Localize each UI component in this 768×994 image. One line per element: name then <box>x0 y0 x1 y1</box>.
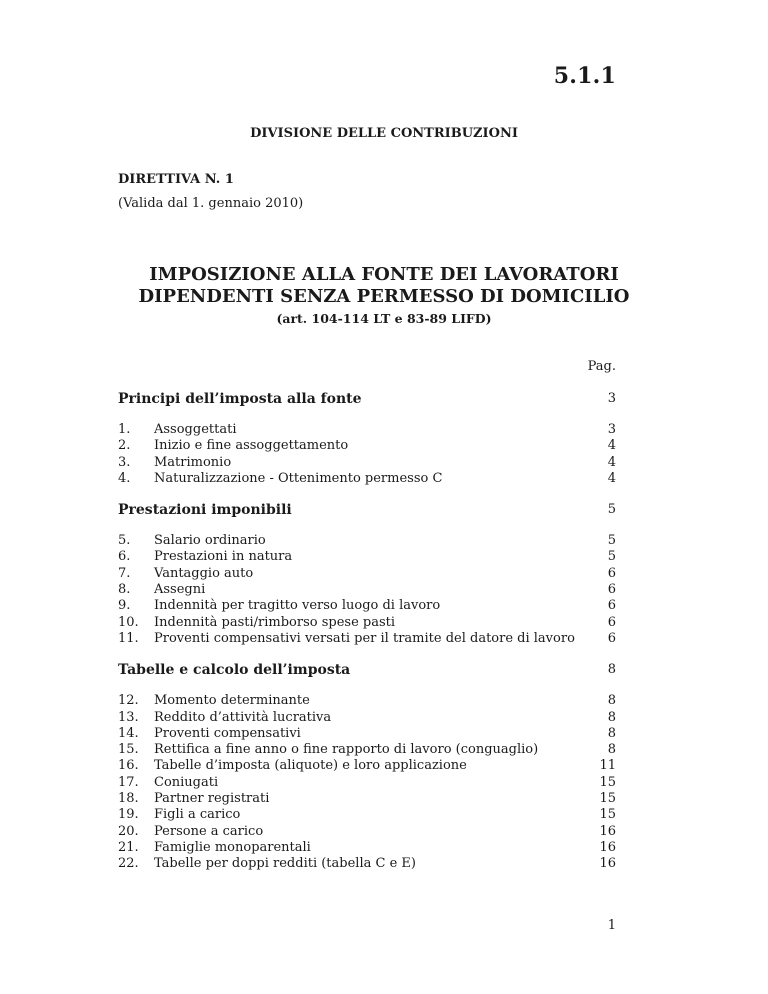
toc-item-page: 4 <box>607 454 616 470</box>
toc-item <box>118 840 616 856</box>
toc-item-label: Persone a carico <box>154 823 264 839</box>
toc-page-header: Pag. <box>587 359 616 374</box>
toc-item-page: 6 <box>607 630 616 646</box>
toc-item <box>118 549 616 565</box>
toc-item-page: 8 <box>607 709 616 725</box>
toc-item-label: Famiglie monoparentali <box>154 839 311 855</box>
toc-item-label: Partner registrati <box>154 791 270 807</box>
toc-section-row <box>118 501 616 519</box>
toc-item-label: Matrimonio <box>154 454 232 470</box>
toc-item-label: Reddito d’attività lucrativa <box>154 709 332 725</box>
toc-section-page: 3 <box>607 391 616 406</box>
toc-item-number: 22. <box>118 856 139 872</box>
toc-item-number: 1. <box>118 422 131 437</box>
toc-item-number: 13. <box>118 709 139 725</box>
toc-item-page: 8 <box>607 693 616 709</box>
toc-item <box>118 533 616 549</box>
page-number: 1 <box>607 918 616 933</box>
toc-item-number: 20. <box>118 823 139 839</box>
toc-section-title: Tabelle e calcolo dell’imposta <box>118 662 351 679</box>
directive-title: DIRETTIVA N. 1 <box>118 172 234 187</box>
toc-item-page: 5 <box>607 549 616 565</box>
toc-item <box>118 807 616 823</box>
toc-item-page: 15 <box>599 774 616 790</box>
toc-group-gap <box>118 647 616 661</box>
toc-item-number: 12. <box>118 693 139 709</box>
toc-item-page: 6 <box>607 598 616 614</box>
toc-group-gap <box>118 487 616 501</box>
toc-item-label: Proventi compensativi <box>154 725 301 741</box>
toc-item-number: 15. <box>118 742 139 758</box>
toc-section-page: 8 <box>607 662 616 678</box>
toc-item-page: 11 <box>599 758 616 774</box>
toc-item-number: 6. <box>118 549 131 565</box>
toc-item-label: Coniugati <box>154 774 219 790</box>
toc-item-label: Tabelle per doppi redditi (tabella C e E) <box>154 856 416 872</box>
toc-item-number: 14. <box>118 725 139 741</box>
toc-item <box>118 726 616 742</box>
toc-item <box>118 758 616 774</box>
toc-item-label: Tabelle d’imposta (aliquote) e loro applicazione <box>154 758 467 774</box>
toc-section-title: Principi dell’imposta alla fonte <box>118 391 362 407</box>
toc-item <box>118 455 616 471</box>
toc-item-number: 2. <box>118 438 131 454</box>
toc-item-number: 16. <box>118 758 139 774</box>
toc-item-number: 21. <box>118 839 139 855</box>
toc-item <box>118 710 616 726</box>
toc-item <box>118 631 616 647</box>
document-code: 5.1.1 <box>553 63 616 89</box>
toc-item-page: 16 <box>599 856 616 872</box>
toc-item-number: 9. <box>118 598 131 614</box>
toc-item-number: 18. <box>118 791 139 807</box>
main-title-line-1: IMPOSIZIONE ALLA FONTE DEI LAVORATORI <box>149 264 619 285</box>
toc-item-number: 17. <box>118 774 139 790</box>
toc-item-page: 8 <box>607 742 616 758</box>
toc-item-page: 15 <box>599 807 616 823</box>
toc-item-number: 7. <box>118 565 131 581</box>
toc-item-page: 8 <box>607 725 616 741</box>
toc-item-label: Salario ordinario <box>154 533 266 549</box>
toc-item-label: Momento determinante <box>154 693 310 709</box>
toc-item <box>118 742 616 758</box>
toc-item-label: Rettifica a fine anno o fine rapporto di lavoro (conguaglio) <box>154 742 539 758</box>
toc-item-page: 16 <box>599 839 616 855</box>
toc-section-title: Prestazioni imponibili <box>118 502 292 519</box>
toc-item-number: 10. <box>118 614 139 630</box>
toc-item <box>118 471 616 487</box>
toc-item-label: Naturalizzazione - Ottenimento permesso C <box>154 470 443 486</box>
toc-item-label: Assegni <box>154 582 206 598</box>
toc-item-number: 11. <box>118 630 139 646</box>
toc-item <box>118 598 616 614</box>
toc-section-row <box>118 390 616 408</box>
toc-item <box>118 615 616 631</box>
toc-item <box>118 566 616 582</box>
toc-sections <box>118 390 616 873</box>
toc-item-page: 15 <box>599 791 616 807</box>
toc-section-row <box>118 661 616 679</box>
toc-item <box>118 856 616 872</box>
toc-item-number: 5. <box>118 533 131 549</box>
toc-item-label: Indennità per tragitto verso luogo di lavoro <box>154 598 441 614</box>
toc-item-page: 4 <box>607 438 616 454</box>
toc-item-number: 3. <box>118 454 131 470</box>
toc-item-number: 4. <box>118 470 131 486</box>
toc-item <box>118 422 616 438</box>
toc-item-label: Indennità pasti/rimborso spese pasti <box>154 614 396 630</box>
toc-item-number: 19. <box>118 807 139 823</box>
division-heading: DIVISIONE DELLE CONTRIBUZIONI <box>250 126 518 141</box>
toc-item-page: 6 <box>607 614 616 630</box>
toc-item-number: 8. <box>118 582 131 598</box>
directive-validity: (Valida dal 1. gennaio 2010) <box>118 196 304 211</box>
toc-item-label: Figli a carico <box>154 807 241 823</box>
main-title <box>0 264 768 308</box>
toc-section-page: 5 <box>607 502 616 518</box>
toc-item-page: 5 <box>607 533 616 549</box>
toc-item-page: 3 <box>607 422 616 437</box>
toc-item-label: Vantaggio auto <box>154 565 254 581</box>
toc-item <box>118 824 616 840</box>
toc-item-page: 6 <box>607 565 616 581</box>
toc-item-page: 6 <box>607 582 616 598</box>
toc-item <box>118 693 616 709</box>
toc-item <box>118 791 616 807</box>
toc-item-label: Prestazioni in natura <box>154 549 293 565</box>
toc-item-label: Proventi compensativi versati per il tramite del datore di lavoro <box>154 630 575 646</box>
toc-item-label: Inizio e fine assoggettamento <box>154 438 349 454</box>
table-of-contents <box>118 358 616 873</box>
toc-item-page: 16 <box>599 823 616 839</box>
toc-item <box>118 582 616 598</box>
toc-item <box>118 438 616 454</box>
main-title-line-2: DIPENDENTI SENZA PERMESSO DI DOMICILIO <box>138 286 630 307</box>
main-subtitle: (art. 104-114 LT e 83-89 LIFD) <box>276 311 492 326</box>
toc-item <box>118 775 616 791</box>
toc-item-page: 4 <box>607 470 616 486</box>
toc-item-label: Assoggettati <box>154 422 237 437</box>
